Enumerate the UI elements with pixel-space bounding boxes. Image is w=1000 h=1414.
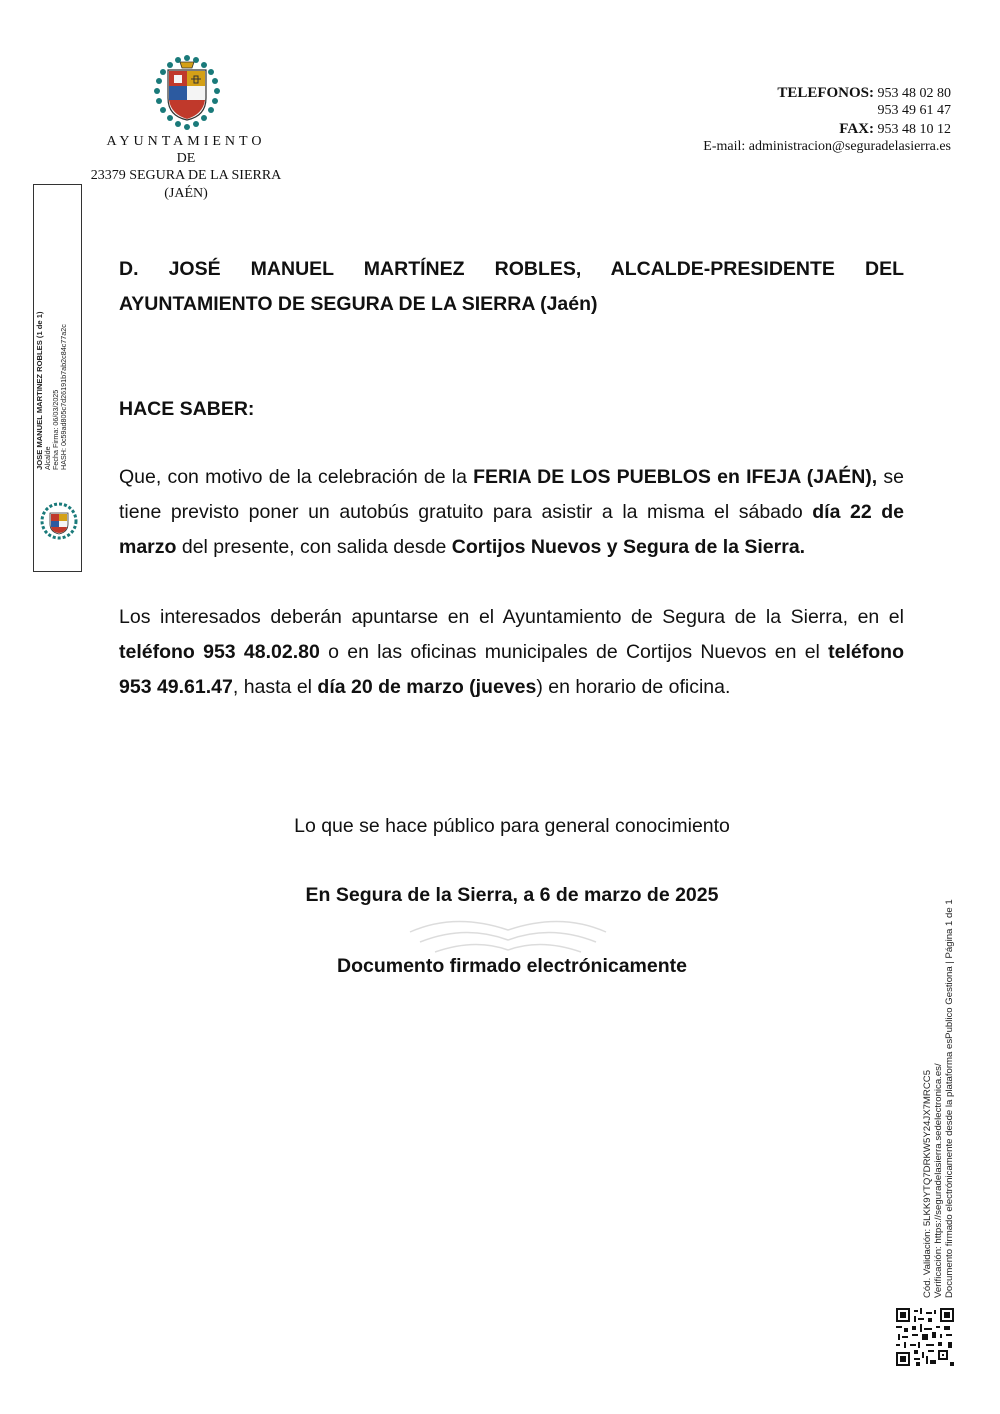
email-line [703,138,951,156]
p1-text-1: Que, con motivo de la celebración de la [119,466,474,488]
validation-code: Cód. Validación: 5LKK9YTQ7DRKW5Y24JX7MRCC5 [922,1069,933,1298]
paragraph-1 [119,460,904,565]
heading-line-1: D. JOSÉ MANUEL MARTÍNEZ ROBLES, ALCALDE-PRESIDENTE DEL [119,258,904,280]
paragraph-2 [119,600,904,705]
org-name: AYUNTAMIENTO [106,134,266,149]
signature-date: Fecha Firma: 06/03/2025 [51,389,60,470]
phone-line-1 [777,84,951,103]
p2-bold-phone-1: teléfono 953 48.02.80 [119,641,320,663]
fax-number: 953 48 10 12 [877,122,951,137]
public-notice-line: Lo que se hace público para general conocimiento [294,815,730,837]
heading-line-2: AYUNTAMIENTO DE SEGURA DE LA SIERRA (Jaén) [119,293,598,315]
p2-bold-deadline: día 20 de marzo (jueves [317,676,537,698]
signed-electronically-line: Documento firmado electrónicamente [337,955,687,977]
signature-hash: HASH: 0c59ad805c7d26191b7ab2c84c77a2c [59,324,68,470]
p1-text-3: del presente, con salida desde [176,536,452,558]
p1-text-2: se tiene previsto poner un autobús gratuito para asistir a la misma el sábado [119,466,905,523]
phone-label: TELEFONOS: [777,85,874,101]
signer-role: Alcalde [43,446,52,470]
p1-bold-places: Cortijos Nuevos y Segura de la Sierra. [451,536,806,558]
p2-text-4: ) en horario de oficina. [536,676,731,698]
place-date-line: En Segura de la Sierra, a 6 de marzo de 2025 [305,884,719,906]
document-heading [119,252,904,322]
p2-text-1: Los interesados deberán apuntarse en el Ayuntamiento de Segura de la Sierra, en el [119,606,904,628]
phone-number-1: 953 48 02 80 [877,86,951,101]
signer-name: JOSE MANUEL MARTINEZ ROBLES (1 de 1) [35,311,44,470]
org-province: (JAÉN) [164,186,208,201]
platform-info: Documento firmado electrónicamente desde la plataforma esPublico Gestiona | Página 1 de 1 [944,899,955,1298]
org-address: 23379 SEGURA DE LA SIERRA [90,168,282,183]
p2-bold-phone-2: teléfono 953 49.61.47 [119,641,904,698]
phone-line-2 [878,102,952,120]
fax-line [839,120,951,139]
hace-saber-title: HACE SABER: [119,398,255,420]
validation-strip [922,878,955,1298]
p1-bold-date: día 22 de marzo [119,501,904,558]
municipal-crest-icon [150,54,224,132]
qr-code-icon[interactable] [896,1308,954,1366]
fax-label: FAX: [839,121,874,137]
signature-text [36,290,68,470]
p2-text-2: o en las oficinas municipales de Cortijos Nuevos en el [319,641,829,663]
phone-number-2: 953 49 61 47 [877,103,951,118]
signature-crest-icon [40,502,78,540]
verification-url[interactable]: Verificación: https://seguradelasierra.sedelectronica.es/ [933,1063,944,1298]
email-label: E-mail: [703,139,746,154]
p2-text-3: , hasta el [232,676,318,698]
email-address: administracion@seguradelasierra.es [748,139,951,154]
p1-bold-event: FERIA DE LOS PUEBLOS en IFEJA (JAÉN), [473,466,878,488]
org-de: DE [176,151,196,166]
